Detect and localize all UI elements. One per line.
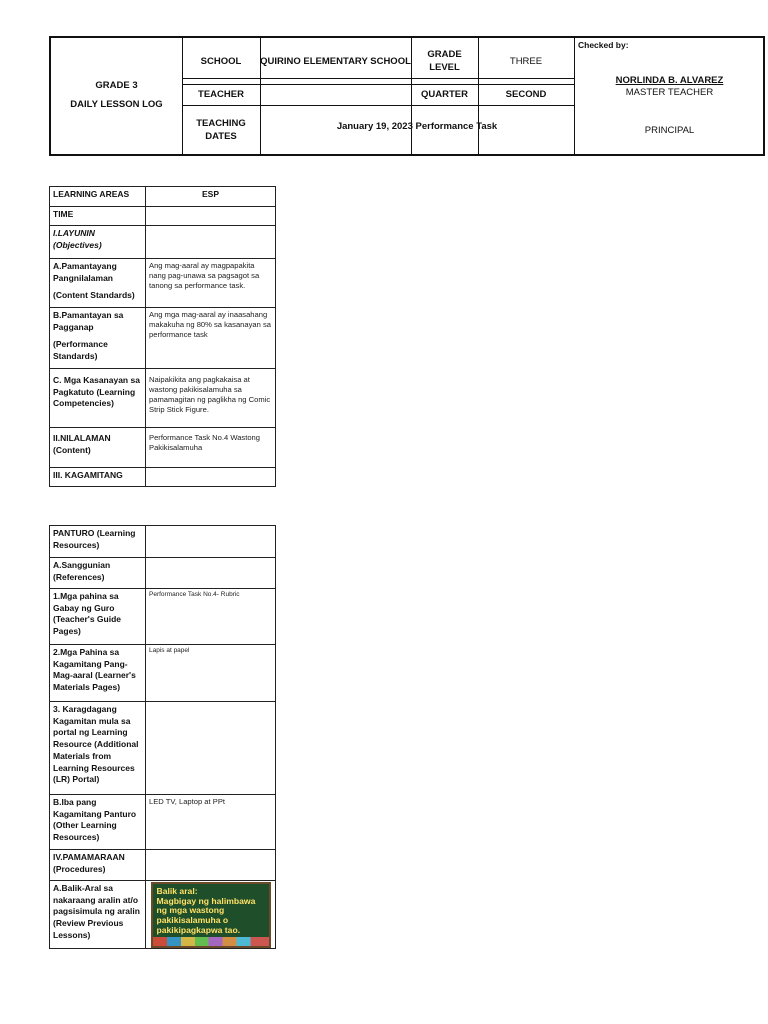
table-row — [50, 645, 276, 702]
teacher-label: TEACHER — [198, 89, 244, 101]
divider — [182, 84, 574, 85]
table-row — [50, 881, 276, 949]
row-label: A.Balik-Aral sa nakaraang aralin at/o pagsisimula ng aralin (Review Previous Lessons) — [50, 881, 146, 949]
row-value — [146, 881, 276, 949]
table-row — [50, 428, 276, 468]
resources-table — [49, 525, 276, 949]
row-value — [146, 207, 276, 226]
row-label-line: (Performance Standards) — [53, 339, 108, 362]
table-row — [50, 259, 276, 308]
row-label: PANTURO (Learning Resources) — [50, 526, 146, 558]
table-row — [50, 207, 276, 226]
row-value — [146, 558, 276, 589]
grade-text: GRADE 3 — [95, 80, 138, 92]
row-value: LED TV, Laptop at PPt — [146, 795, 276, 850]
row-label: 2.Mga Pahina sa Kagamitang Pang-Mag-aaral (Learner's Materials Pages) — [50, 645, 146, 702]
row-label-line: A.Pamantayang Pangnilalaman — [53, 261, 117, 283]
row-value: Performance Task No.4 Wastong Pakikisalamuha — [146, 428, 276, 468]
dates-label: TEACHING DATES — [196, 117, 246, 142]
row-label-line: B.Pamantayan sa Pagganap — [53, 310, 124, 332]
table-row — [50, 589, 276, 645]
table-row — [50, 558, 276, 589]
row-value: Performance Task No.4- Rubric — [146, 589, 276, 645]
checker-name: NORLINDA B. ALVAREZ — [615, 74, 724, 86]
row-label — [50, 308, 146, 369]
lesson-log-header — [49, 36, 765, 156]
checked-by: Checked by: — [578, 40, 629, 51]
row-label — [50, 226, 146, 259]
learning-areas-table — [49, 186, 276, 487]
dates-value: January 19, 2023 Performance Task — [336, 121, 498, 132]
school-value: QUIRINO ELEMENTARY SCHOOL — [260, 55, 411, 67]
row-label: A.Sanggunian (References) — [50, 558, 146, 589]
learning-areas-label: LEARNING AREAS — [50, 187, 146, 207]
balik-aral-title: Balik aral: — [156, 886, 198, 896]
row-label: 1.Mga pahina sa Gabay ng Guro (Teacher's Guide Pages) — [50, 589, 146, 645]
teacher-value — [260, 86, 411, 105]
row-label: TIME — [50, 207, 146, 226]
row-value: Ang mag-aaral ay magpapakita nang pag-unawa sa pagsagot sa tanong sa performance task. — [146, 259, 276, 308]
row-value — [146, 226, 276, 259]
grade-title — [51, 38, 182, 154]
log-title-text: DAILY LESSON LOG — [70, 99, 163, 110]
table-row — [50, 226, 276, 259]
checker-title: MASTER TEACHER — [625, 86, 714, 98]
row-value — [146, 702, 276, 795]
subject-label: ESP — [146, 187, 276, 207]
row-value — [146, 526, 276, 558]
school-label: SCHOOL — [200, 55, 242, 67]
row-value — [146, 850, 276, 881]
table-row — [50, 369, 276, 428]
row-label: II.NILALAMAN (Content) — [50, 428, 146, 468]
row-label: 3. Karagdagang Kagamitan mula sa portal ng Learning Resource (Additional Materials from Learning Resources (LR) Portal) — [50, 702, 146, 795]
table-row — [50, 526, 276, 558]
row-label: IV.PAMAMARAAN (Procedures) — [50, 850, 146, 881]
table-row — [50, 702, 276, 795]
row-label: C. Mga Kasanayan sa Pagkatuto (Learning Competencies) — [50, 369, 146, 428]
row-label-line: (Content Standards) — [53, 290, 135, 301]
table-row — [50, 795, 276, 850]
divider — [182, 105, 574, 106]
row-value: Ang mga mag-aaral ay inaasahang makakuha ng 80% sa kasanayan sa performance task — [146, 308, 276, 369]
row-value: Naipakikita ang pagkakaisa at wastong pakikisalamuha sa pamamagitan ng paglikha ng Comic Strip Stick Figure. — [146, 369, 276, 428]
quarter-label: QUARTER — [421, 89, 468, 101]
table-row — [50, 850, 276, 881]
table-row — [50, 308, 276, 369]
row-label-line: I.LAYUNIN — [53, 228, 95, 238]
row-label: III. KAGAMITANG — [50, 468, 146, 487]
table-row — [50, 187, 276, 207]
decorative-pencils-strip — [153, 937, 269, 946]
row-label-line: (Objectives) — [53, 239, 102, 250]
row-value: Lapis at papel — [146, 645, 276, 702]
table-row — [50, 468, 276, 487]
principal-label: PRINCIPAL — [644, 124, 695, 136]
row-label: B.Iba pang Kagamitang Panturo (Other Learning Resources) — [50, 795, 146, 850]
balik-aral-text: Magbigay ng halimbawa ng mga wastong pakikisalamuha o pakikipagkapwa tao. — [156, 895, 256, 935]
row-label — [50, 259, 146, 308]
quarter-value: SECOND — [505, 89, 547, 101]
grade-level-value: THREE — [509, 55, 543, 67]
balik-aral-slide — [151, 882, 271, 948]
row-value — [146, 468, 276, 487]
grade-level-label: GRADE LEVEL — [427, 49, 462, 73]
